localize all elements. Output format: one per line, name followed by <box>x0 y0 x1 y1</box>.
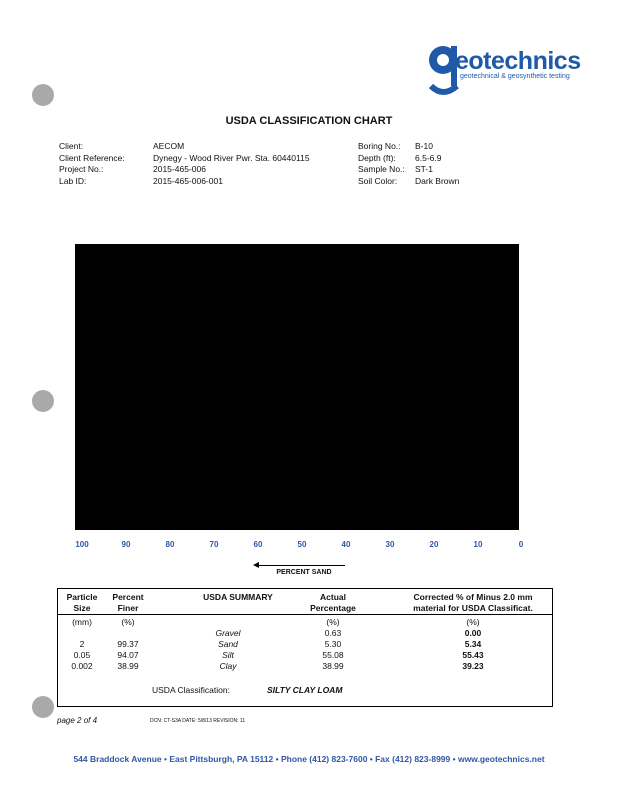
soil-color-label: Soil Color: <box>358 175 398 186</box>
client-reference-value: Dynegy - Wood River Pwr. Sta. 60440115 <box>153 152 310 163</box>
unit-actual: (%) <box>326 617 340 627</box>
info-labels-left <box>59 141 125 187</box>
x-tick: 60 <box>253 540 263 549</box>
project-no-value: 2015-465-006 <box>153 164 206 174</box>
row-sand-name: Sand <box>218 639 238 649</box>
row-silt-name: Silt <box>222 650 234 660</box>
row-silt-size: 0.05 <box>73 650 91 660</box>
logo-tagline: geotechnical & geosynthetic testing <box>460 73 570 80</box>
page-title: USDA CLASSIFICATION CHART <box>225 115 393 127</box>
info-values-right <box>415 141 459 187</box>
x-tick: 30 <box>385 540 395 549</box>
header-finer: Finer <box>117 603 139 613</box>
usda-texture-chart-area <box>75 244 519 530</box>
sample-no-label: Sample No.: <box>358 164 405 174</box>
boring-no-value: B-10 <box>415 141 433 151</box>
client-reference-label: Client Reference: <box>59 152 125 163</box>
client-value: AECOM <box>153 141 185 151</box>
company-address-footer: 544 Braddock Avenue • East Pittsburgh, PA 15112 • Phone (412) 823-7600 • Fax (412) 823-8999 • www.geotechnics.net <box>73 754 545 764</box>
unit-corrected: (%) <box>466 617 480 627</box>
row-silt-corrected: 55.43 <box>462 650 484 660</box>
row-silt-actual: 55.08 <box>322 650 344 660</box>
header-size: Size <box>73 603 91 613</box>
x-tick: 0 <box>518 540 524 549</box>
row-gravel-actual: 0.63 <box>324 628 342 638</box>
row-clay-finer: 38.99 <box>117 661 139 671</box>
header-percentage: Percentage <box>310 603 356 613</box>
x-tick: 50 <box>297 540 307 549</box>
soil-color-value: Dark Brown <box>415 175 460 186</box>
depth-value: 6.5-6.9 <box>415 152 442 163</box>
x-tick: 40 <box>341 540 351 549</box>
chart-corner-triangle <box>509 520 519 530</box>
lab-id-value: 2015-465-006-001 <box>153 175 223 186</box>
header-usda-summary: USDA SUMMARY <box>203 592 273 602</box>
usda-summary-table <box>57 588 553 707</box>
row-sand-actual: 5.30 <box>324 639 342 649</box>
x-tick: 90 <box>121 540 131 549</box>
row-gravel-name: Gravel <box>215 628 241 638</box>
page-number: page 2 of 4 <box>57 716 98 725</box>
boring-no-label: Boring No.: <box>358 141 401 151</box>
row-sand-finer: 99.37 <box>117 639 139 649</box>
header-percent: Percent <box>112 592 144 602</box>
classification-label: USDA Classification: <box>152 685 230 695</box>
binder-hole-top <box>32 84 54 106</box>
info-values-left <box>153 141 310 187</box>
row-clay-size: 0.002 <box>71 661 93 671</box>
document-control-meta: DCN: CT-S3A DATE: 5/8/13 REVISION: 11 <box>150 718 246 724</box>
x-tick: 10 <box>473 540 483 549</box>
row-gravel-corrected: 0.00 <box>464 628 482 638</box>
classification-value: SILTY CLAY LOAM <box>267 685 343 695</box>
x-tick: 20 <box>429 540 439 549</box>
project-no-label: Project No.: <box>59 164 104 174</box>
x-tick: 70 <box>209 540 219 549</box>
x-tick: 80 <box>165 540 175 549</box>
percent-sand-arrow <box>257 565 345 566</box>
logo-name: eotechnics <box>455 47 581 75</box>
header-actual: Actual <box>320 592 346 602</box>
header-particle: Particle <box>66 592 98 602</box>
row-clay-corrected: 39.23 <box>462 661 484 671</box>
header-corrected-1: Corrected % of Minus 2.0 mm <box>413 592 533 602</box>
binder-hole-middle <box>32 390 54 412</box>
depth-label: Depth (ft): <box>358 152 396 163</box>
lab-id-label: Lab ID: <box>59 175 87 186</box>
row-clay-actual: 38.99 <box>322 661 344 671</box>
row-clay-name: Clay <box>219 661 237 671</box>
x-tick: 100 <box>75 540 89 549</box>
row-silt-finer: 94.07 <box>117 650 139 660</box>
header-divider <box>58 614 552 615</box>
unit-percent: (%) <box>121 617 135 627</box>
binder-hole-bottom <box>32 696 54 718</box>
x-axis-label: PERCENT SAND <box>276 569 332 576</box>
unit-size: (mm) <box>72 617 92 627</box>
info-labels-right <box>358 141 405 187</box>
header-corrected-2: material for USDA Classificat. <box>413 603 533 613</box>
sample-no-value: ST-1 <box>415 164 433 174</box>
row-sand-corrected: 5.34 <box>464 639 482 649</box>
client-label: Client: <box>59 141 84 151</box>
row-sand-size: 2 <box>79 639 85 649</box>
